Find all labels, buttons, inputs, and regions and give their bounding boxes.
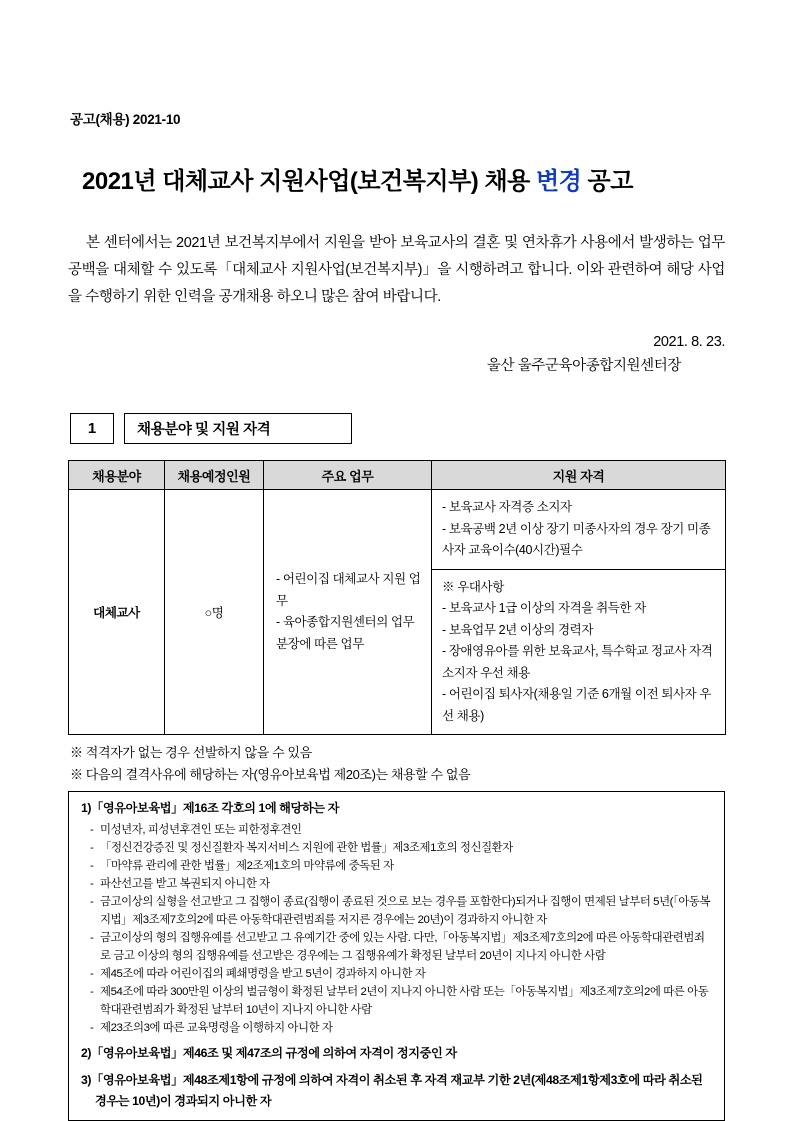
clause-1-title: 1)「영유아보육법」제16조 각호의 1에 해당하는 자	[81, 801, 340, 816]
clause-2-title: 2)「영유아보육법」제46조 및 제47조의 규정에 의하여 자격이 정지중인 자	[81, 1046, 457, 1061]
notes-block	[70, 742, 725, 785]
list-item: - 금고이상의 형의 집행유예를 선고받고 그 유예기간 중에 있는 사람. 다만,「아동복지법」제3조제7호의2에 따른 아동학대관련범죄로 금고 이상의 형의 집행유예를 선고받은 경우에는 그 집행유예가 확정된 날부터 20년이 지나지 아니한 사람	[89, 929, 714, 965]
disqualification-row	[69, 792, 725, 1120]
col-header-qualifications: 지원 자격	[432, 461, 726, 490]
qualification-item: - 보육교사 자격증 소지자	[442, 500, 572, 515]
duty-item: - 어린이집 대체교사 지원 업무	[276, 571, 421, 608]
title-pre: 2021년 대체교사 지원사업(보건복지부) 채용	[82, 168, 536, 195]
col-header-duties: 주요 업무	[264, 461, 432, 490]
preferred-title: ※ 우대사항	[442, 579, 504, 594]
issuing-organization: 울산 울주군육아종합지원센터장	[486, 358, 681, 375]
cell-count: ○명	[165, 490, 264, 735]
duty-item: - 육아종합지원센터의 업무분장에 따른 업무	[276, 615, 415, 652]
list-item: - 「마약류 관리에 관한 법률」제2조제1호의 마약류에 중독된 자	[89, 857, 714, 875]
clause-3-title: 3)「영유아보육법」제48조제1항에 규정에 의하여 자격이 취소된 후 자격 재교부 기한 2년(제48조제1항제3호에 따라 취소된	[81, 1072, 703, 1087]
section-title: 채용분야 및 지원 자격	[124, 413, 352, 444]
recruitment-table	[68, 460, 726, 735]
list-item: - 파산선고를 받고 복권되지 아니한 자	[89, 875, 714, 893]
cell-duties	[264, 490, 432, 735]
list-item: - 제23조의3에 따른 교육명령을 이행하지 아니한 자	[89, 1019, 714, 1037]
list-item: - 금고이상의 실형을 선고받고 그 집행이 종료(집행이 종료된 것으로 보는 경우를 포함한다)되거나 집행이 면제된 날부터 5년(「아동복지법」제3조제7호의2에 따른 아동학대관련범죄를 저지른 경우에는 20년)이 경과하지 아니한 자	[89, 893, 714, 929]
disqualification-cell	[69, 792, 725, 1120]
qualifications-required	[432, 490, 725, 570]
disqualification-box	[68, 791, 725, 1120]
preferred-item: - 장애영유아를 위한 보육교사, 특수학교 정교사 자격 소지자 우선 채용	[442, 644, 713, 680]
qualifications-preferred	[432, 570, 725, 735]
list-item: - 제45조에 따라 어린이집의 폐쇄명령을 받고 5년이 경과하지 아니한 자	[89, 965, 714, 983]
list-item: - 제54조에 따라 300만원 이상의 벌금형이 확정된 날부터 2년이 지나지 아니한 사람 또는「아동복지법」제3조제7호의2에 따른 아동학대관련범죄가 확정된 날부터 10년이 지나지 아니한 사람	[89, 983, 714, 1019]
document-date: 2021. 8. 23.	[653, 334, 725, 351]
clause-1-list	[89, 821, 714, 1037]
section-number: 1	[70, 413, 114, 444]
list-item: - 「정신건강증진 및 정신질환자 복지서비스 지원에 관한 법률」제3조제1호의 정신질환자	[89, 839, 714, 857]
qualification-item: - 보육공백 2년 이상 장기 미종사자의 경우 장기 미종사자 교육이수(40시간)필수	[442, 521, 711, 558]
page-title	[82, 161, 725, 196]
preferred-item: - 보육교사 1급 이상의 자격을 취득한 자	[442, 601, 646, 616]
section-1-header	[70, 413, 725, 444]
preferred-item: - 어린이집 퇴사자(채용일 기준 6개월 이전 퇴사자 우선 채용)	[442, 687, 712, 723]
table-header-row	[69, 461, 726, 490]
table-row	[69, 490, 726, 735]
intro-paragraph: 본 센터에서는 2021년 보건복지부에서 지원을 받아 보육교사의 결혼 및 연차휴가 사용에서 발생하는 업무 공백을 대체할 수 있도록「대체교사 지원사업(보건복지부)」을 시행하려고 합니다. 이와 관련하여 해당 사업을 수행하기 위한 인력을 공개채용 하오니 많은 참여 바랍니다.	[68, 235, 725, 305]
note-item: ※ 적격자가 없는 경우 선발하지 않을 수 있음	[70, 745, 312, 761]
doc-number: 공고(채용) 2021-10	[70, 112, 181, 127]
note-item: ※ 다음의 결격사유에 해당하는 자(영유아보육법 제20조)는 채용할 수 없음	[70, 766, 471, 782]
title-post: 공고	[581, 168, 633, 195]
list-item: - 미성년자, 피성년후견인 또는 피한정후견인	[89, 821, 714, 839]
col-header-count: 채용예정인원	[165, 461, 264, 490]
title-highlight: 변경	[536, 168, 582, 195]
clause-3-continuation: 경우는 10년)이 경과되지 아니한 자	[95, 1094, 272, 1109]
col-header-field: 채용분야	[69, 461, 165, 490]
cell-field: 대체교사	[69, 490, 165, 735]
preferred-item: - 보육업무 2년 이상의 경력자	[442, 622, 594, 637]
cell-qualifications	[432, 490, 726, 735]
